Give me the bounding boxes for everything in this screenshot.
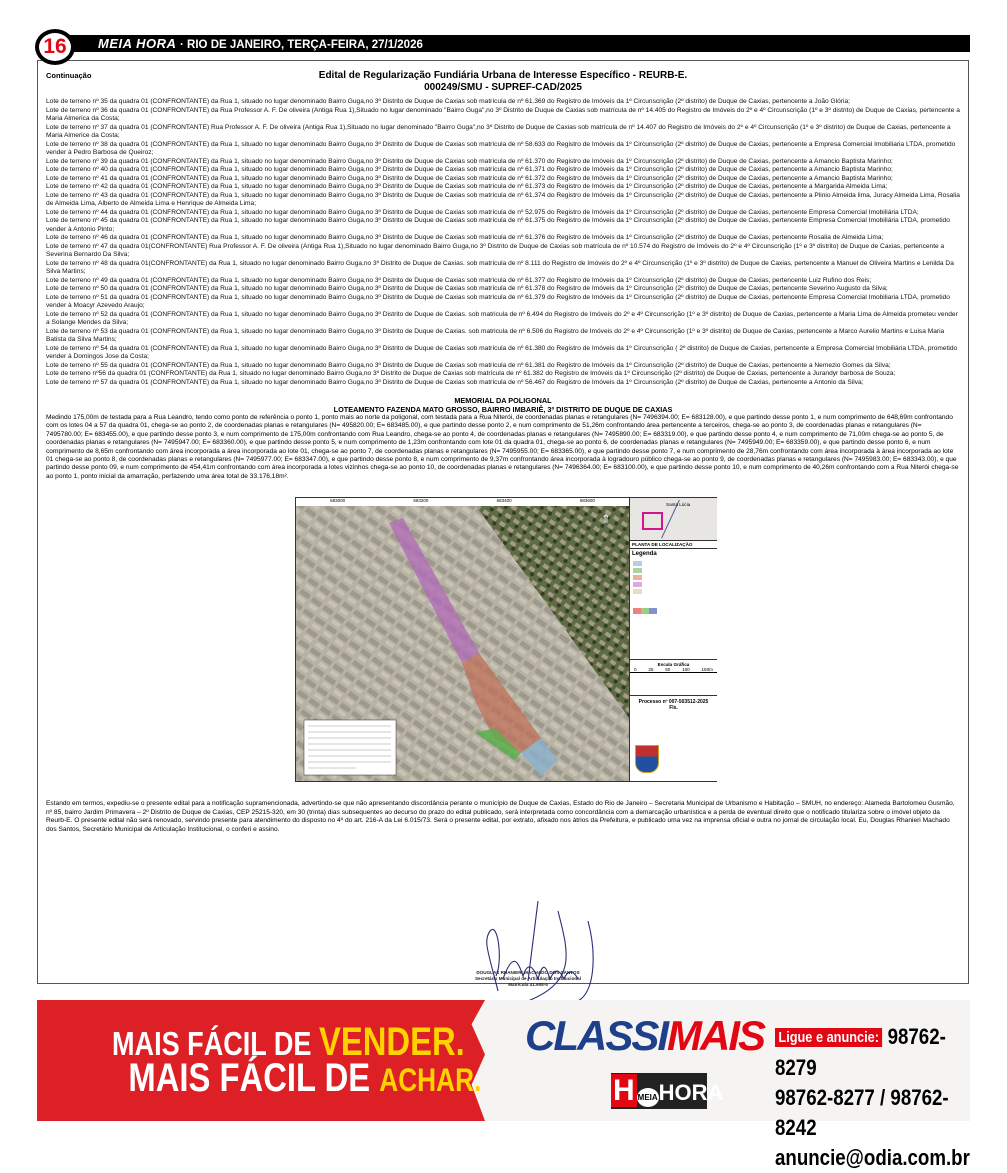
location-title: PLANTA DE LOCALIZAÇÃO [630,541,717,549]
lot-entry: Lote de terreno nº 44 da quadra 01 (CONFRONTANTE) da Rua 1, situado no lugar denominado Bairro Guga,no 3º Distrito de Duque de Caxias sob matrícula de nº 52.975 do Registro de Imóveis da 1º Circunscrição (2º distrito) de Duque de Caxias, pertencente Empresa Comercial Imobiliária LTDA; [46,208,919,216]
continuation-label: Continuação [46,71,92,80]
city-coat-of-arms-icon [635,745,659,773]
phone-1: 98762-8279 [775,1024,946,1081]
lot-entry: Lote de terreno nº 54 da quadra 01 (CONFRONTANTE) da Rua 1, situado no lugar denominado Bairro Guga,no 3º Distrito de Duque de Caxias sob matrícula de nº 61.380 do Registro de Imóveis da 1º Circunscrição ( 2º distrito) de Duque de Caxias, pertencente a Empresa Comercial Imobiliária LTDA, prometido vender à Domingos Jose da Costa; [46,344,958,360]
inset-label: Santa Lúcia [666,502,691,507]
edital-title-main: Edital de Regularização Fundiária Urbana de Interesse Específico - REURB-E. [318,70,688,81]
lot-entry: Lote de terreno nº 39 da quadra 01 (CONFRONTANTE) da Rua 1, situado no lugar denominado Bairro Guga,no 3º Distrito de Duque de Caxias sob matrícula de nº 61.370 do Registro de Imóveis da 1º Circunscrição (2º distrito) de Duque de Caxias, pertencente a Amancio Baptista Marinho; [46,157,893,165]
ad-email[interactable]: anuncie@odia.com.br [775,1145,970,1171]
lot-entry: Lote de terreno nº 57 da quadra 01 (CONFRONTANTE) da Rua 1, situado no lugar denominado Bairro Guga,no 3º Distrito de Duque de Caxias sob matrícula de nº 56.467 do Registro de Imóveis da 1º Circunscrição (2º distrito) de Duque de Caxias, pertencente a Antonio da Silva; [46,378,864,386]
legend-swatch [633,561,642,566]
memorial-subtitle: LOTEAMENTO FAZENDA MATO GROSSO, BAIRRO IMBARIÊ, 3º DISTRITO DE DUQUE DE CAXIAS [333,404,673,414]
edital-title-number: 000249/SMU - SUPREF-CAD/2025 [424,82,582,93]
lot-entry: Lote de terreno nº56 da quadra 01 (CONFRONTANTE) da Rua 1, situado no lugar denominado Bairro Guga,no 3º Distrito de Duque de Caxias sob matrícula de nº 61.382 do Registro de Imóveis da 1º Circunscrição (2º distrito) de Duque de Caxias, pertencente a Jurandyr barbosa de Souza; [46,370,896,377]
edital-title [38,70,968,94]
page-header [40,35,970,52]
memorial-text: Medindo 175,00m de testada para a Rua Leandro, tendo como ponto de referência o ponto 1, ponto mais ao norte da poligonal, com testada para a Rua Niterói, de coordenadas planas e retangulares (N= 7496394.00; E= 683128.00), e que partindo desse ponto 1, e num comprimento de 648,69m confrontando com os lotes 04 a 57 da quadra 01, chega-se ao ponto 2, de coordenadas planas e retangulares (N= 495820.00; E= 683485.00), e que partindo desse ponto 2, e num comprimento de 51,26m confrontando área pertencente a terceiros, chega-se ao ponto 3, de coordenadas planas e retangulares (N= 7495780.00; E= 683455.00), e que partindo desse ponto 3, e num comprimento de 175,00m confrontando com Rua Leandro, chega-se ao ponto 4, de coordenadas planas e retangulares (N= 7495890.00; E= 683319.00), e que partindo desse ponto 4, e num comprimento de 71,00m chega-se ao ponto 5, de coordenadas planas e retangulares (N= 7495947.00; E= 683360.00), e que partindo desse ponto 5, e num comprimento de 1,23m confrontando com lote 01 da quadra 01, chega-se ao ponto 6, de coordenadas planas e retangulares (N= 7495949.00; E= 683359.00), e que partindo desse ponto 6, e num comprimento de 8,65m confrontando com área incorporada a área incorporada ao lote 01, chega-se ao ponto 7, de coordenadas planas e retangulares (N= 7495955.00; E= 683365.00), e que partindo desse ponto 7, e num comprimento de 28,76m confrontando com área incorporada à área incorporada ao lote 01 chega-se ao ponto 8, de coordenadas planas e retangulares (N= 7495977.00; E= 683347.00), e que partindo desse ponto 8, e num comprimento de 9,37m confrontando área incorporada à logradouro público chega-se ao ponto 9, de coordenadas planas e retangulares (N= 7495983.00; E= 683343.00), e que partindo desse ponto 09, e num comprimento de 454,41m confrontando com área incorporada a lotes vizinhos chega-se ao ponto 10, de coordenadas planas e retangulares (N= 7496364.00; E= 683100.00), e que partindo desse ponto 10, e num comprimento de 40,26m confrontando com a Rua Niterói chega-se ao ponto 1, ponto inicial da amarração, perfazendo uma área total de 33.176,18m². [46,414,959,480]
slogan-1-highlight: VENDER. [318,1020,465,1064]
scale-title: Escala Gráfica [657,662,690,667]
legend-swatch [633,589,642,594]
scale-label: 100 [682,667,690,672]
logo-text: HORA [658,1080,724,1105]
meia-hora-logo: H MEIAHORA [613,1074,724,1107]
x-tick: 683200 [413,498,429,503]
phones-2: 98762-8277 / 98762-8242 [775,1085,949,1141]
lot-entry: Lote de terreno nº 45 da quadra 01 (CONFRONTANTE) da Rua 1, situado no lugar denominado Bairro Guga,no 3º Distrito de Duque de Caxias sob matrícula de nº 61.375 do Registro de Imóveis da 1º Circunscrição (2º distrito) de Duque de Caxias, pertencente Empresa Comercial Imobiliária LTDA, prometido vender à Antonio Pinto; [46,217,950,233]
signer-registration: Matrícula 41.908-5 [508,982,548,987]
lot-entry: Lote de terreno nº 43 da quadra 01 (CONFRONTANTE) da Rua 1, situado no lugar denominado Bairro Guga,no 3º Distrito de Duque de Caxias sob matrícula de nº 61.374 do Registro de Imóveis da 1º Circunscrição (2º distrito) de Duque de Caxias, pertencente a Plinio Almeida lima, Juracy Almeida Lima, Rosalia de Almeida Lima, Alberto de Almeida Lima e Henrique de Almeida Lima; [46,191,960,207]
page-number: 16 [35,29,75,65]
lot-entry: Lote de terreno nº 46 da quadra 01 (CONFRONTANTE) da Rua 1, situado no lugar denominado Bairro Guga,no 3º Distrito de Duque de Caxias sob matrícula de nº 61.376 do Registro de Imóveis da 1º Circunscrição (2º distrito) de Duque de Caxias, pertencente Rosalia de Almeida Lima; [46,234,884,241]
signer-name: DOUGLAS RHANIERI MACHADO DOS SANTOS [476,970,580,975]
scale-bar [630,667,717,673]
legend-panel [629,498,717,781]
scale-label: 50 [665,667,671,672]
inset-map [630,498,717,541]
lot-entry: Lote de terreno nº 40 da quadra 01 (CONFRONTANTE) da Rua 1, situado no lugar denominado Bairro Guga,no 3º Distrito de Duque de Caxias sob matrícula de nº 61.371 do Registro de Imóveis da 1º Circunscrição (2º distrito) de Duque de Caxias, pertencente a Amancio Baptista Marinho; [46,166,893,173]
lot-entry: Lote de terreno nº 55 da quadra 01 (CONFRONTANTE) da Rua 1, situado no lugar denominado Bairro Guga,no 3º Distrito de Duque de Caxias sob matrícula de nº 61.381 do Registro de Imóveis da 1º Circunscrição (2º distrito) de Duque de Caxias, pertencente a Nemezio Gomes da Silva; [46,361,891,369]
lot-entry: Lote de terreno nº 42 da quadra 01 (CONFRONTANTE) da Rua 1, situado no lugar denominado Bairro Guga,no 3º Distrito de Duque de Caxias sob matrícula de nº 61.373 do Registro de Imóveis da 1º Circunscrição (2º distrito) de Duque de Caxias, pertencente a Margarida Almeida Lima; [46,183,888,190]
lot-entry: Lote de terreno nº 48 da quadra 01(CONFRONTANTE) da Rua 1, situado no lugar denominado Bairro Guga,no 3º Distrito de Duque de Caxias. sob matrícula de nº 8.111 do Registro de Imóveis do 2º e 4º Circunscrição (1º e 3º distrito) de Duque de Caxias, pertencente a Manuel de Oliveira Martins e Lenilda Da Silva Martins; [46,259,954,275]
lot-entry: Lote de terreno nº 52 da quadra 01 (CONFRONTANTE) da Rua 1, situado no lugar denominado Bairro Guga,no 3º Distrito de Duque de Caxias. sob matricula de nº 6.494 do Registro de Imóveis do 2º e 4º Circunscrição (1º e 3º distrito) de Duque de Caxias, pertencente a Maria Lima de Almeida prometeu vender a Solange Mendes da Silva; [46,310,958,326]
paper-name: MEIA HORA [98,36,177,51]
legend-title: Legenda [632,551,657,557]
folio: Fls. [669,705,678,711]
x-tick: 683600 [579,498,595,503]
process-number: Processo nº 007-503512-2025 [638,699,709,705]
lot-entry: Lote de terreno nº 38 da quadra 01 (CONFRONTANTE) da Rua 1, situado no lugar denominado Bairro Guga,no 3º Distrito de Duque de Caxias sob matrícula de nº 58.633 do Registro de Imóveis da 1º Circunscrição (2º distrito) de Duque de Caxias, pertencente a Empresa Comercial Imobiliaria LTDA, prometido vender à Pedro Barbosa de Queiroz; [46,140,956,156]
call-label: Ligue e anuncie: [775,1028,882,1047]
legend-swatch [633,568,642,573]
lot-entry: Lote de terreno nº 53 da quadra 01 (CONFRONTANTE) da Rua 1, situado no lugar denominado Bairro Guga,no 3º Distrito de Duque de Caxias. sob matricula de nº 6.506 do Registro de Imóveis do 2º e 4º Circunscrição (1º e 3º distrito) de Duque de Caxias, pertencente a Marco Aurelio Martins e Luisa Maria Batista da Silva Martins; [46,327,945,343]
logo-small: MEIA [637,1088,659,1107]
x-tick: 683000 [330,498,346,503]
lot-entry: Lote de terreno nº 51 da quadra 01 (CONFRONTANTE) da Rua 1, situado no lugar denominado Bairro Guga,no 3º Distrito de Duque de Caxias sob matrícula de nº 61.379 do Registro de Imóveis da 1º Circunscrição (2º distrito) de Duque de Caxias, pertencente Empresa Comercial Imobiliaria LTDA, prometido vender à Moacyr Azevedo Araujo; [46,293,950,309]
closing-text: Estando em termos, expediu-se o presente edital para a notificação supramencionada, advertindo-se que não apresentando discordância perante o município de Duque de Caxias, Estado do Rio de Janeiro – Secretaria Municipal de Urbanismo e Habitação – SMUH, no endereço: Alameda Bartolomeu Gusmão, nº 85, bairro Jardim Primavera – 2º Distrito de Duque de Caxias, CEP 25215-320, em 30 (trinta) dias subsequentes ao decurso do prazo do edital publicado, será interpretada como concordância com a demarcação urbanística e a perda de eventual direito que o notificado titulariza sobre o imóvel objeto da Reurb-E. O presente edital não será renovado, servindo presente para atendimento do disposto no 4º do art. 216-A da Lei 6.015/73. Será o presente edital, por extrato, afixado nos átrios da Prefeitura, e publicado uma vez na imprensa oficial e outra no jornal de circulação local. Eu, Douglas Rhanieri Machado dos Santos, Secretário Municipal de Articulação Institucional, o conferi e assino. [46,800,955,833]
map-note [304,720,396,775]
slogan-1: MAIS FÁCIL DE [112,1025,319,1062]
lot-entry: Lote de terreno nº 50 da quadra 01 (CONFRONTANTE) da Rua 1, situado no lugar denominado Bairro Guga,no 3º Distrito de Duque de Caxias sob matrícula de nº 61.378 do Registro de Imóveis da 1º Circunscrição (2º distrito) de Duque de Caxias, pertencente Severino Augusto da Silva; [46,285,888,292]
memorial [46,397,960,481]
location-map [295,497,717,782]
lot-entry: Lote de terreno nº 41 da quadra 01 (CONFRONTANTE) da Rua 1, situado no lugar denominado Bairro Guga,no 3º Distrito de Duque de Caxias sob matrícula de nº 61.372 do Registro de Imóveis da 1º Circunscrição (2º distrito) de Duque de Caxias, pertencente a Amancio Baptista Marinho; [46,174,893,182]
lots-list [46,98,960,387]
memorial-title: MEMORIAL DA POLIGONAL [454,396,552,405]
scale-label: 25 [648,667,654,672]
aerial-photo [296,498,629,781]
lot-entry: Lote de terreno nº 47 da quadra 01(CONFRONTANTE) Rua Professor A. F. De oliveira (Antiga Rua 1),Situado no lugar denominado Bairro Guga,no 3º Distrito de Duque de Caxias sob matrícula de nº 10.574 do Registro de Imóveis do 2º e 4º Circunscrição (1º e 3º distrito) de Duque de Caxias, pertencente a Severina Bernardo Da Silva; [46,242,945,258]
dateline: · RIO DE JANEIRO, TERÇA-FEIRA, 27/1/2026 [180,39,423,51]
lot-entry: Lote de terreno nº 36 da quadra 01 (CONFRONTANTE) da Rua Professor A. F. De oliveira (Antiga Rua 1),Situado no lugar denominado "Bairro Guga",no 3º Distrito de Duque de Caxias sob matrícula de nº 14.405 do Registro de Imóveis do 2º e 4º Circunscrição (1º e 3º distrito) de Duque de Caxias, pertencente a Maria Almerica da Costa; [46,106,960,122]
brand-part: MAIS [667,1012,765,1059]
lot-entry: Lote de terreno nº 35 da quadra 01 (CONFRONTANTE) da Rua 1, situado no lugar denominado Bairro Guga,no 3º Distrito de Duque de Caxias sob matrícula de nº 61.369 do Registro de Imóveis da 1º Circunscrição (2º distrito) de Duque de Caxias, pertencente a João Glória; [46,98,850,105]
slogan-2-highlight: ACHAR. [379,1062,482,1098]
signer-role: Secretário Municipal de Articulação Institucional [474,976,582,981]
signature-block [428,891,628,1001]
lot-entry: Lote de terreno nº 49 da quadra 01 (CONFRONTANTE) da Rua 1, situado no lugar denominado Bairro Guga,no 3º Distrito de Duque de Caxias sob matrícula de nº 61.377 do Registro de Imóveis da 1º Circunscrição (2º distrito) de Duque de Caxias, pertencente Luiz Rufino dos Reis; [46,276,872,284]
north-arrow-icon: ⇑ [601,512,612,526]
legend-swatch [633,582,642,587]
brand-part: CLASSI [525,1012,668,1059]
scale-label: 150m [701,667,713,672]
x-tick: 683400 [496,498,512,503]
scale-label: 0 [634,667,637,672]
classimais-ad [37,1000,970,1171]
classimais-logo [525,1012,764,1060]
lot-entry: Lote de terreno nº 37 da quadra 01 (CONFRONTANTE) Rua Professor A. F. De oliveira (Antiga Rua 1),Situado no lugar denominado "Bairro Guga",no 3º Distrito de Duque de Caxias sob matrícula de nº 14.407 do Registro de Imóveis do 2º e 4º Circunscrição (1º e 3º distrito) de Duque de Caxias, pertencente a Maria Almerice da Costa; [46,123,951,139]
slogan-2: MAIS FÁCIL DE [128,1056,380,1100]
legend-swatch [633,575,642,580]
